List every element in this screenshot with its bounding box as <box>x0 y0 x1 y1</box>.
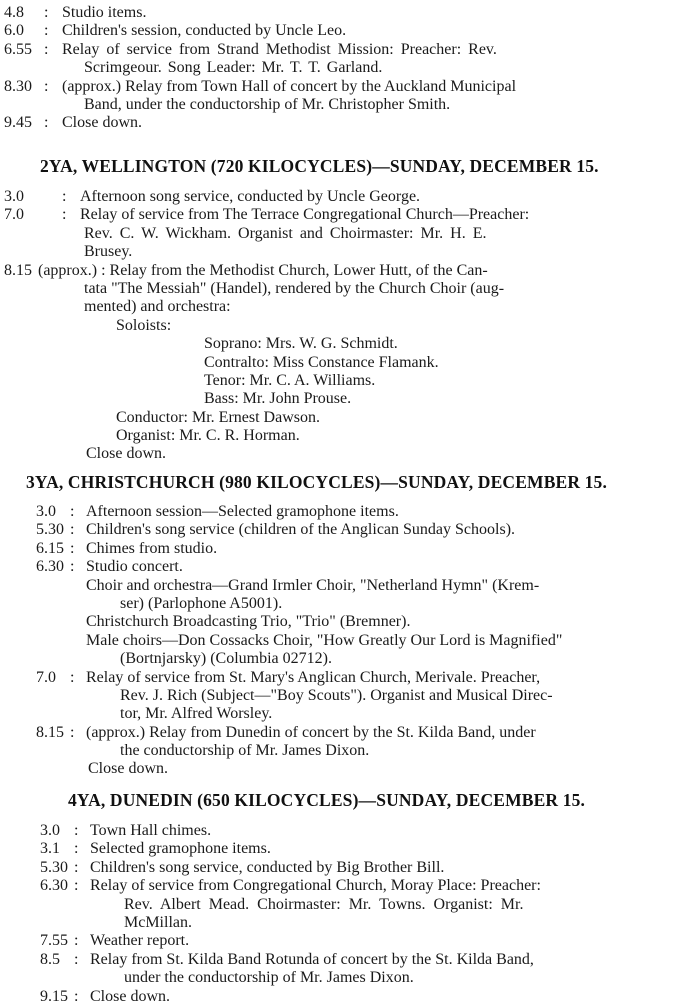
schedule-line <box>0 503 700 521</box>
separator: : <box>44 40 49 58</box>
time: 5.30 <box>36 521 64 539</box>
schedule-line <box>0 951 700 969</box>
entry-text: Relay of service from Strand Methodist Mission: Preacher: Rev. <box>62 40 497 58</box>
entry-text: Relay of service from St. Mary's Anglican Church, Merivale. Preacher, <box>86 668 541 686</box>
time: 9.45 <box>4 114 32 132</box>
schedule-line <box>0 613 700 631</box>
auckland-continuation <box>0 4 700 133</box>
separator: : <box>74 950 79 968</box>
entry-text: Bass: Mr. John Prouse. <box>204 390 352 408</box>
entry-text: Male choirs—Don Cossacks Choir, "How Greatly Our Lord is Magnified" <box>86 631 563 649</box>
entry-text: Relay of service from Congregational Church, Moray Place: Preacher: <box>90 877 541 895</box>
time: 3.0 <box>40 822 60 839</box>
schedule-line <box>0 669 700 687</box>
time: 5.30 <box>40 858 68 876</box>
time: 6.15 <box>36 539 64 557</box>
time: 3.1 <box>40 840 60 858</box>
entry-text: Afternoon session—Selected gramophone items. <box>86 503 399 520</box>
schedule-line <box>0 595 700 613</box>
entry-text: Children's session, conducted by Uncle Leo. <box>62 22 347 40</box>
entry-text: Close down. <box>90 987 170 1005</box>
entry-text: Scrimgeour. Song Leader: Mr. T. T. Garland. <box>84 59 383 77</box>
separator: : <box>74 822 79 839</box>
entry-text: Relay from St. Kilda Band Rotunda of concert by the St. Kilda Band, <box>90 950 534 968</box>
time: 7.0 <box>36 668 56 686</box>
schedule-line <box>0 280 700 298</box>
entry-text: (Bortnjarsky) (Columbia 02712). <box>120 650 332 668</box>
schedule-line <box>0 445 700 463</box>
schedule-line <box>0 427 700 445</box>
entry-text: McMillan. <box>124 913 192 931</box>
schedule-line <box>0 22 700 40</box>
entry-text: Soprano: Mrs. W. G. Schmidt. <box>204 335 398 353</box>
time: 6.30 <box>40 877 68 895</box>
separator: : <box>44 114 49 132</box>
entry-text: Choir and orchestra—Grand Irmler Choir, "Netherland Hymn" (Krem- <box>86 576 540 594</box>
separator: : <box>74 987 79 1005</box>
entry-text: Studio concert. <box>86 558 183 576</box>
entry-text: Close down. <box>88 760 168 778</box>
schedule-line <box>0 409 700 427</box>
schedule-line <box>0 78 700 96</box>
schedule-line <box>0 225 700 243</box>
separator: : <box>70 539 75 557</box>
time: 4.8 <box>4 4 24 21</box>
christchurch-schedule <box>0 503 700 779</box>
entry-text: Contralto: Miss Constance Flamank. <box>204 353 439 371</box>
separator: : <box>44 4 49 21</box>
schedule-line <box>0 705 700 723</box>
schedule-line <box>0 317 700 335</box>
entry-text: Studio items. <box>62 4 147 21</box>
entry-text: Chimes from studio. <box>86 539 218 557</box>
schedule-line <box>0 243 700 261</box>
schedule-line <box>0 262 700 280</box>
time: 3.0 <box>4 188 24 205</box>
entry-text: Afternoon song service, conducted by Uncle George. <box>80 188 421 205</box>
dunedin-heading: 4YA, DUNEDIN (650 KILOCYCLES)—SUNDAY, DECEMBER 15. <box>68 790 586 810</box>
time: 7.55 <box>40 932 68 950</box>
time: 3.0 <box>36 503 56 520</box>
schedule-line <box>0 540 700 558</box>
schedule-line <box>0 914 700 932</box>
entry-text: Soloists: <box>116 316 172 334</box>
schedule-line <box>0 742 700 760</box>
schedule-line <box>0 822 700 840</box>
schedule-line <box>0 558 700 576</box>
separator: : <box>74 840 79 858</box>
entry-text: ser) (Parlophone A5001). <box>120 594 283 612</box>
time: 7.0 <box>4 206 24 224</box>
separator: : <box>70 503 75 520</box>
schedule-line <box>0 354 700 372</box>
separator: : <box>70 723 75 741</box>
schedule-line <box>0 188 700 206</box>
wellington-schedule <box>0 188 700 464</box>
separator: : <box>62 188 67 205</box>
time: 6.30 <box>36 558 64 576</box>
entry-text: under the conductorship of Mr. James Dixon. <box>124 969 414 987</box>
separator: : <box>70 521 75 539</box>
schedule-line <box>0 632 700 650</box>
entry-text: Town Hall chimes. <box>90 822 212 839</box>
schedule-line <box>0 840 700 858</box>
wellington-heading: 2YA, WELLINGTON (720 KILOCYCLES)—SUNDAY, DECEMBER 15. <box>40 156 599 176</box>
separator: : <box>74 877 79 895</box>
schedule-line <box>0 650 700 668</box>
entry-text: Brusey. <box>84 243 133 261</box>
entry-text: mented) and orchestra: <box>84 298 231 316</box>
entry-text: (approx.) Relay from Town Hall of concert by the Auckland Municipal <box>62 77 517 95</box>
entry-text: Weather report. <box>90 932 190 950</box>
schedule-line <box>0 4 700 22</box>
dunedin-schedule <box>0 822 700 1006</box>
entry-text: (approx.) : Relay from the Methodist Church, Lower Hutt, of the Can- <box>38 261 488 279</box>
entry-text: Organist: Mr. C. R. Horman. <box>116 427 300 445</box>
schedule-line <box>0 59 700 77</box>
schedule-line <box>0 969 700 987</box>
entry-text: Close down. <box>86 445 166 463</box>
entry-text: Band, under the conductorship of Mr. Christopher Smith. <box>84 95 451 113</box>
schedule-line <box>0 577 700 595</box>
entry-text: Relay of service from The Terrace Congregational Church—Preacher: <box>80 206 530 224</box>
entry-text: Rev. J. Rich (Subject—"Boy Scouts"). Organist and Musical Direc- <box>120 686 553 704</box>
entry-text: Children's song service (children of the Anglican Sunday Schools). <box>86 521 516 539</box>
time: 6.0 <box>4 22 24 40</box>
schedule-line <box>0 206 700 224</box>
separator: : <box>44 77 49 95</box>
separator: : <box>70 558 75 576</box>
entry-text: tor, Mr. Alfred Worsley. <box>120 705 273 723</box>
schedule-line <box>0 932 700 950</box>
schedule-line <box>0 298 700 316</box>
time: 8.15 <box>36 723 64 741</box>
christchurch-heading: 3YA, CHRISTCHURCH (980 KILOCYCLES)—SUNDAY, DECEMBER 15. <box>26 472 607 492</box>
entry-text: Rev. Albert Mead. Choirmaster: Mr. Towns. Organist: Mr. <box>124 895 524 913</box>
time: 8.15 <box>4 261 32 279</box>
separator: : <box>70 668 75 686</box>
schedule-line <box>0 687 700 705</box>
entry-text: Rev. C. W. Wickham. Organist and Choirmaster: Mr. H. E. <box>84 224 487 242</box>
separator: : <box>74 858 79 876</box>
entry-text: tata "The Messiah" (Handel), rendered by the Church Choir (aug- <box>84 279 505 297</box>
entry-text: (approx.) Relay from Dunedin of concert by the St. Kilda Band, under <box>86 723 536 741</box>
schedule-line <box>0 896 700 914</box>
schedule-line <box>0 859 700 877</box>
separator: : <box>44 22 49 40</box>
entry-text: Close down. <box>62 114 142 132</box>
entry-text: Conductor: Mr. Ernest Dawson. <box>116 408 320 426</box>
time: 8.30 <box>4 77 32 95</box>
entry-text: Children's song service, conducted by Big Brother Bill. <box>90 858 445 876</box>
schedule-line <box>0 41 700 59</box>
entry-text: the conductorship of Mr. James Dixon. <box>120 742 370 760</box>
schedule-line <box>0 760 700 778</box>
separator: : <box>74 932 79 950</box>
time: 6.55 <box>4 40 32 58</box>
entry-text: Selected gramophone items. <box>90 840 271 858</box>
separator: : <box>62 206 67 224</box>
entry-text: Christchurch Broadcasting Trio, "Trio" (Bremner). <box>86 613 411 631</box>
schedule-line <box>0 96 700 114</box>
schedule-line <box>0 114 700 132</box>
schedule-line <box>0 877 700 895</box>
schedule-line <box>0 372 700 390</box>
schedule-line <box>0 335 700 353</box>
time: 9.15 <box>40 987 68 1005</box>
schedule-line <box>0 521 700 539</box>
schedule-line <box>0 390 700 408</box>
schedule-line <box>0 724 700 742</box>
entry-text: Tenor: Mr. C. A. Williams. <box>204 371 376 389</box>
time: 8.5 <box>40 950 60 968</box>
